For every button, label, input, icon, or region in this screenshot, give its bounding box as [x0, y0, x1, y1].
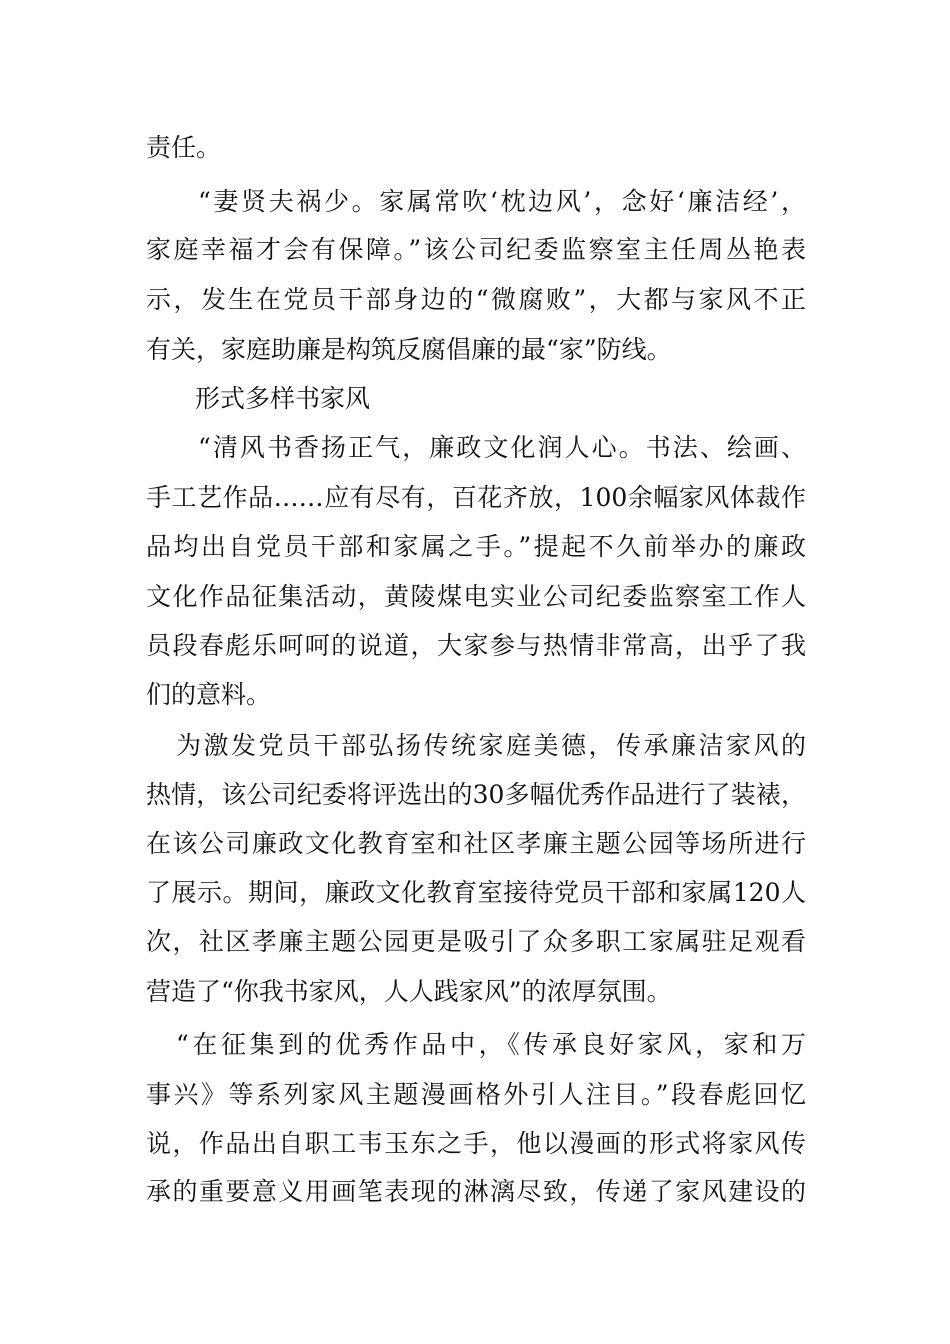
- text-line: 品均出自党员干部和家属之手。”提起不久前举办的廉政: [146, 532, 806, 561]
- text-line: 们的意料。: [146, 680, 272, 709]
- text-line: 员段春彪乐呵呵的说道，大家参与热情非常高，出乎了我: [146, 631, 806, 660]
- text-line: “清风书香扬正气，廉政文化润人心。书法、绘画、: [198, 433, 806, 462]
- text-line: 承的重要意义用画笔表现的淋漓尽致，传递了家风建设的: [146, 1177, 806, 1206]
- text-line: 了展示。期间，廉政文化教育室接待党员干部和家属120人: [146, 878, 806, 907]
- text-line: 事兴》等系列家风主题漫画格外引人注目。”段春彪回忆: [146, 1080, 806, 1109]
- text-line: 营造了“你我书家风，人人践家风”的浓厚氛围。: [146, 977, 672, 1006]
- text-line: 有关，家庭助廉是构筑反腐倡廉的最“家”防线。: [146, 335, 672, 364]
- text-line: 示，发生在党员干部身边的“微腐败”，大都与家风不正: [146, 285, 806, 314]
- text-line: 文化作品征集活动，黄陵煤电实业公司纪委监察室工作人: [146, 582, 806, 611]
- text-line: “妻贤夫祸少。家属常吹‘枕边风’，念好‘廉洁经’，: [198, 187, 806, 216]
- text-line: 手工艺作品……应有尽有，百花齐放，100余幅家风体裁作: [146, 483, 806, 512]
- text-line: 家庭幸福才会有保障。”该公司纪委监察室主任周丛艳表: [146, 235, 806, 264]
- text-line: 热情，该公司纪委将评选出的30多幅优秀作品进行了装裱，: [146, 780, 806, 809]
- text-line: 说，作品出自职工韦玉东之手，他以漫画的形式将家风传: [146, 1129, 806, 1158]
- section-heading: 形式多样书家风: [195, 384, 371, 413]
- text-line: 次，社区孝廉主题公园更是吸引了众多职工家属驻足观看: [146, 927, 806, 956]
- text-line: 责任。: [146, 133, 222, 162]
- text-line: 为激发党员干部弘扬传统家庭美德，传承廉洁家风的: [176, 731, 806, 760]
- text-line: 在该公司廉政文化教育室和社区孝廉主题公园等场所进行: [146, 829, 806, 858]
- text-line: “在征集到的优秀作品中，《传承良好家风，家和万: [176, 1030, 806, 1059]
